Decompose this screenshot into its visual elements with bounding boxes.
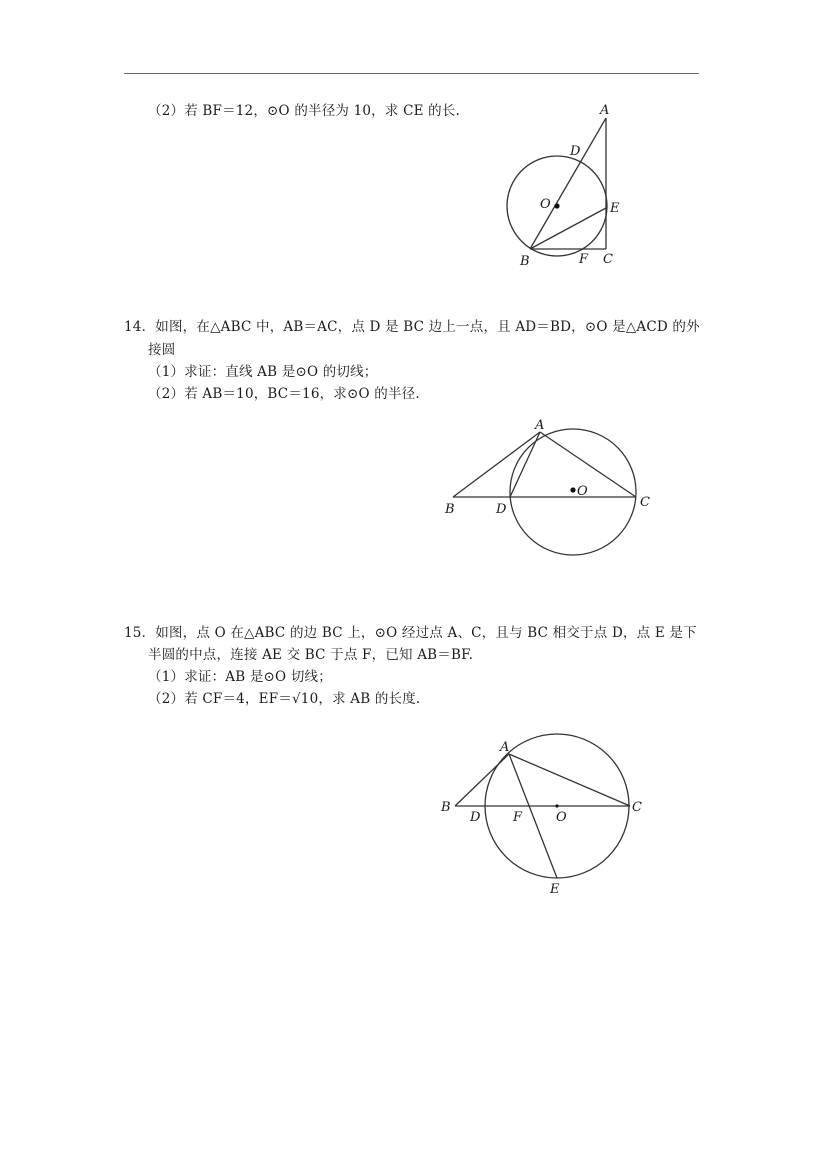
fig15-label-B: B [441, 800, 451, 815]
fig15-label-O: O [556, 810, 567, 825]
p15-stem-line2: 半圆的中点，连接 AE 交 BC 于点 F，已知 AB＝BF. [148, 647, 474, 663]
fig15-segment-AB [455, 754, 509, 806]
fig14-label-O: O [577, 484, 588, 499]
fig14-segment-AC [540, 432, 636, 497]
fig14-label-A: A [535, 418, 545, 433]
p15-part2: （2）若 CF＝4，EF＝√10，求 AB 的长度. [148, 691, 421, 707]
p15-part1: （1）求证：AB 是⊙O 切线； [148, 669, 332, 685]
fig13-label-D: D [570, 144, 581, 159]
fig13-label-E: E [610, 201, 620, 216]
fig15-segment-AC [509, 754, 630, 806]
fig15-label-E: E [550, 882, 560, 897]
fig13-segment-AB [530, 118, 606, 249]
figure-13 [490, 95, 640, 275]
p14-part1: （1）求证：直线 AB 是⊙O 的切线； [148, 364, 378, 380]
fig15-label-F: F [513, 810, 523, 825]
fig13-label-B: B [520, 254, 530, 269]
figure-15 [435, 730, 660, 900]
p15-stem-line1: 15．如图，点 O 在△ABC 的边 BC 上，⊙O 经过点 A、C，且与 BC 相交于点 D，点 E 是下 [124, 625, 697, 641]
fig15-label-D: D [470, 810, 481, 825]
fig15-label-A: A [500, 740, 510, 755]
fig14-label-B: B [445, 502, 455, 517]
fig14-center-dot [570, 487, 575, 492]
fig14-label-D: D [496, 502, 507, 517]
fig13-label-O: O [540, 197, 551, 212]
fig13-label-F: F [579, 252, 589, 267]
fig15-center-dot [555, 804, 558, 807]
figure-14 [435, 412, 660, 562]
p14-stem-line1: 14．如图，在△ABC 中，AB＝AC，点 D 是 BC 边上一点，且 AD＝BD，⊙O 是△ACD 的外 [124, 319, 700, 335]
fig13-label-C: C [603, 252, 613, 267]
fig14-label-C: C [640, 495, 650, 510]
p14-stem-line2: 接圆 [148, 342, 176, 358]
header-rule [124, 73, 699, 74]
fig14-segment-AB [453, 432, 540, 497]
p13-part2: （2）若 BF＝12，⊙O 的半径为 10，求 CE 的长. [148, 103, 461, 119]
fig15-label-C: C [632, 800, 642, 815]
fig13-label-A: A [600, 103, 610, 118]
p14-part2: （2）若 AB＝10，BC＝16，求⊙O 的半径. [148, 386, 420, 402]
fig14-segment-AD [510, 432, 540, 497]
fig13-center-dot [554, 203, 559, 208]
